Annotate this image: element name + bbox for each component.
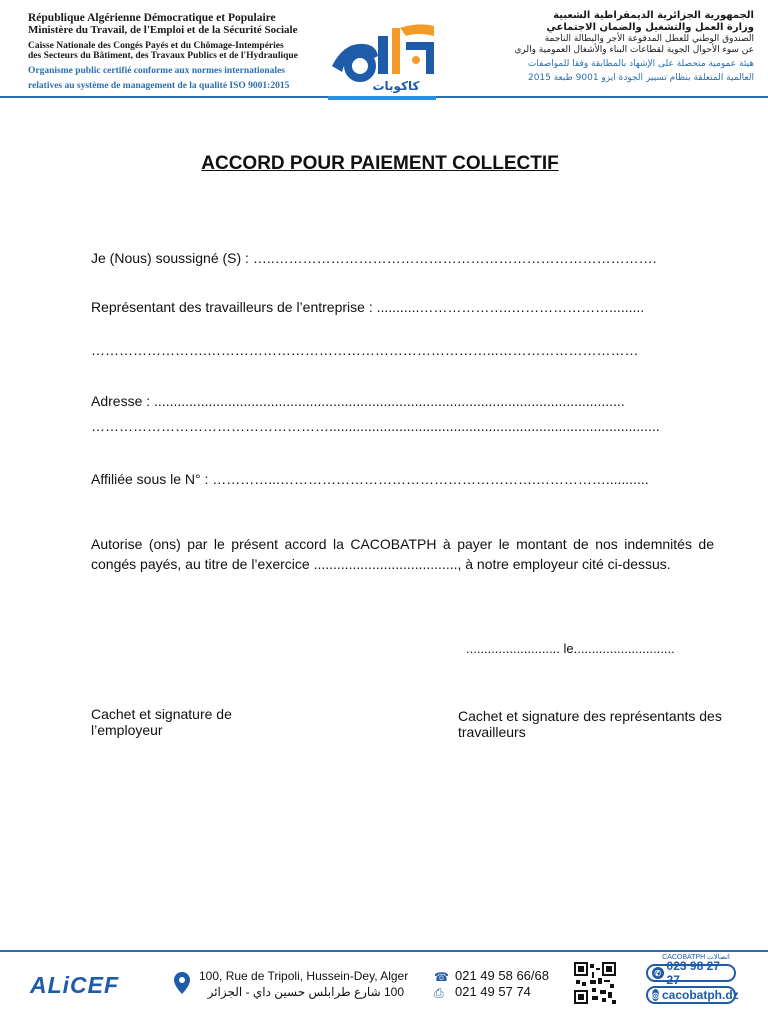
logo-accent-bar [328,96,436,100]
footer-address [199,968,408,1000]
phone-number-1: 021 49 58 66/68 [455,968,549,983]
address-french: 100, Rue de Tripoli, Hussein-Dey, Alger [199,969,409,983]
footer-phones [455,968,549,1000]
header-french [28,12,318,91]
certification-line2: relatives au système de management de la qualité ISO 9001:2015 [28,81,290,91]
globe-icon: ◎ [652,990,659,1000]
employer-signature-label: Cachet et signature de l’employeur [91,706,232,738]
hotline-number: 023 98 27 27 [666,959,720,987]
cacobatph-logo [326,14,441,96]
arabic-certification-line1: هيئة عمومية متحصلة على الإشهاد بالمطابقة وفقا للمواصفات [527,59,754,69]
phone-icon: ☎ [434,970,449,984]
phone-icon: ✆ [652,967,664,979]
arabic-ministry-label: وزارة العمل والتشغيل والضمان الاجتماعي [546,22,754,33]
republic-label: République Algérienne Démocratique et Populaire [28,12,276,24]
hotline-badge[interactable] [646,959,736,987]
logo-text: كاكوبات [372,79,420,93]
phone-number-2: 021 49 57 74 [455,984,531,999]
qr-code [574,962,616,1004]
place-date-line[interactable]: .......................... le............................ [466,641,675,656]
field-representant[interactable]: Représentant des travailleurs de l’entreprise : ...........………………..…………………......... [91,299,645,315]
arabic-certification-line2: العالمية المتعلقة بنظام تسيير الجودة ايزو 9001 طبعة 2015 [527,73,754,83]
arabic-caisse-label: الصندوق الوطني للعطل المدفوعة الأجر والبطالة الناجمة [544,34,754,44]
contact-caption: CACOBATPH اتصالات [662,954,730,961]
certification-line1: Organisme public certifié conforme aux normes internationales [28,66,285,76]
field-affiliation-number[interactable]: Affiliée sous le N° : …………...……………………………………………….……………........... [91,471,649,487]
field-representant-continued[interactable]: …………………….……………………………………………………...………………………… [91,342,639,358]
authorization-paragraph: Autorise (ons) par le présent accord la CACOBATPH à payer le montant de nos indemnités de congés payés, au titre de l’exercice ....................................., à notre employeur cité ci-dessus. [91,536,714,572]
location-pin-icon [174,972,190,994]
arabic-sectors-label: عن سوء الأحوال الجوية لقطاعات البناء والأشغال العمومية والري [514,45,754,55]
alicef-logo: ALiCEF [30,972,120,998]
header-arabic [454,10,754,84]
ministry-label: Ministère du Travail, de l'Emploi et de la Sécurité Sociale [28,24,298,36]
field-soussigne[interactable]: Je (Nous) soussigné (S) : …..………………………………………………………………………. [91,250,657,266]
field-adresse-continued[interactable]: ……………………………………………..................................................................................... [91,418,660,434]
field-adresse[interactable]: Adresse : ......................................................................................................................... [91,393,625,409]
fax-icon: ⎙ [434,986,444,1000]
document-title: ACCORD POUR PAIEMENT COLLECTIF [201,153,559,174]
caisse-label: Caisse Nationale des Congés Payés et du Chômage-Intempéries [28,41,284,51]
footer-divider [0,950,768,952]
arabic-republic-label: الجمهورية الجزائرية الديمقراطية الشعبية [553,10,754,21]
sectors-label: des Secteurs du Bâtiment, des Travaux Publics et de l'Hydraulique [28,51,298,61]
address-arabic: 100 شارع طرابلس حسين داي - الجزائر [207,985,404,999]
website-badge[interactable] [646,986,739,1004]
workers-signature-label: Cachet et signature des représentants des travailleurs [458,708,722,740]
website-url: cacobatph.dz [661,988,739,1002]
